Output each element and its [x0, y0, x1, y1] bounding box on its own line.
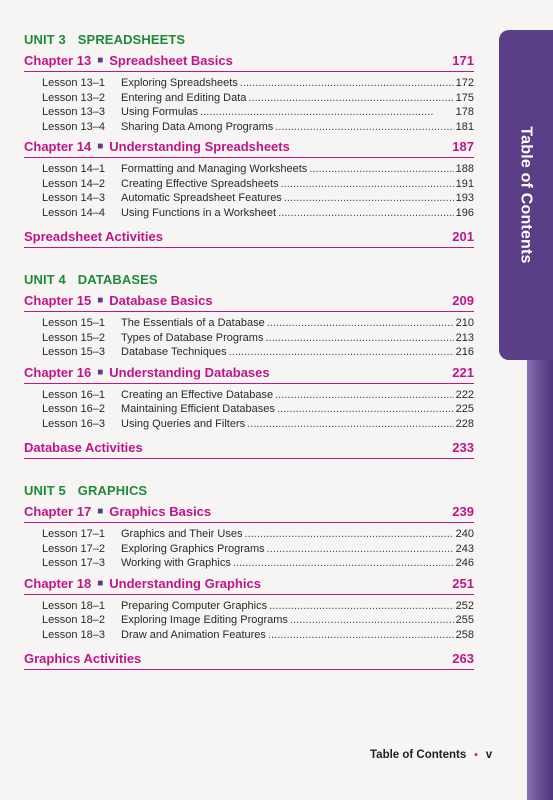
lesson-number: Lesson 16–2	[42, 403, 105, 415]
chapter-label: Chapter 14	[24, 139, 92, 154]
lesson-page: 191	[455, 177, 474, 190]
lesson-row[interactable]	[42, 177, 474, 192]
lesson-number: Lesson 15–3	[42, 346, 105, 358]
dot-leader	[268, 628, 454, 643]
square-bullet-icon: ■	[97, 577, 104, 589]
lesson-page: 222	[455, 388, 474, 401]
lesson-title: Creating an Effective Database	[121, 388, 274, 401]
lesson-row[interactable]	[42, 120, 474, 135]
dot-leader	[233, 556, 454, 571]
chapter-label: Chapter 13	[24, 53, 92, 68]
lesson-title: Using Functions in a Worksheet	[121, 206, 277, 219]
lesson-title: Maintaining Efficient Databases	[121, 403, 275, 415]
lesson-page: 252	[455, 599, 474, 612]
lesson-row[interactable]	[42, 402, 474, 417]
lesson-number: Lesson 15–1	[42, 317, 105, 329]
chapter-heading[interactable]	[24, 362, 474, 384]
unit-name: DATABASES	[77, 271, 158, 287]
activities-page: 233	[452, 440, 474, 455]
lesson-list	[24, 599, 474, 645]
lesson-title: Graphics and Their Uses	[121, 528, 243, 540]
side-strip	[527, 360, 553, 800]
unit-heading	[24, 28, 474, 50]
lesson-number: Lesson 18–2	[42, 614, 105, 626]
unit-label: UNIT 4	[24, 271, 66, 287]
lesson-row[interactable]	[42, 345, 474, 360]
lesson-number: Lesson 13–3	[42, 106, 105, 118]
lesson-list	[24, 527, 474, 573]
lesson-title: Database Techniques	[121, 346, 227, 358]
lesson-row[interactable]	[42, 191, 474, 206]
dot-leader	[278, 206, 454, 221]
lesson-number: Lesson 16–1	[42, 388, 105, 401]
lesson-page: 210	[455, 317, 474, 329]
lesson-row[interactable]	[42, 527, 474, 542]
square-bullet-icon: ■	[97, 366, 104, 378]
lesson-title: Exploring Image Editing Programs	[121, 614, 288, 626]
lesson-title: Automatic Spreadsheet Features	[121, 192, 282, 204]
lesson-title: Using Formulas	[121, 106, 199, 118]
dot-leader	[265, 331, 453, 346]
lesson-title: Types of Database Programs	[121, 331, 264, 344]
lesson-number: Lesson 13–1	[42, 77, 105, 89]
lesson-page: 225	[455, 403, 474, 415]
unit-heading	[24, 268, 474, 290]
chapter-title-group	[24, 293, 213, 308]
lesson-number: Lesson 17–1	[42, 528, 105, 540]
lesson-page: 193	[455, 192, 474, 204]
page-number: v	[485, 749, 493, 761]
chapter-label: Chapter 18	[24, 575, 92, 591]
lesson-title: Working with Graphics	[121, 557, 231, 569]
activities-heading[interactable]	[24, 648, 474, 670]
dot-leader	[267, 316, 454, 331]
chapter-heading[interactable]	[24, 501, 474, 523]
dot-leader	[244, 527, 453, 542]
lesson-row[interactable]	[42, 91, 474, 106]
lesson-title: Exploring Spreadsheets	[121, 77, 238, 89]
unit-spacer	[24, 467, 474, 479]
lesson-page: 172	[455, 77, 474, 89]
activities-page: 263	[452, 651, 474, 666]
lesson-number: Lesson 14–1	[42, 163, 105, 175]
activities-title: Graphics Activities	[24, 651, 142, 666]
dot-leader	[275, 388, 454, 403]
dot-leader	[281, 177, 454, 192]
lesson-row[interactable]	[42, 613, 474, 628]
chapter-heading[interactable]	[24, 290, 474, 312]
lesson-page: 178	[455, 106, 474, 118]
lesson-number: Lesson 14–3	[42, 192, 105, 204]
lesson-list	[24, 388, 474, 434]
lesson-row[interactable]	[42, 162, 474, 177]
square-bullet-icon: ■	[97, 141, 104, 152]
lesson-row[interactable]	[42, 316, 474, 331]
lesson-page: 246	[455, 557, 474, 569]
dot-leader	[269, 599, 454, 614]
lesson-title: Using Queries and Filters	[121, 417, 246, 430]
lesson-list	[24, 76, 474, 136]
lesson-row[interactable]	[42, 206, 474, 221]
lesson-row[interactable]	[42, 417, 474, 432]
lesson-list	[24, 162, 474, 222]
dot-leader	[284, 191, 454, 206]
unit-label: UNIT 3	[24, 31, 66, 47]
lesson-number: Lesson 14–4	[42, 206, 105, 219]
chapter-page: 251	[452, 575, 474, 591]
lesson-row[interactable]	[42, 628, 474, 643]
chapter-page: 187	[452, 139, 474, 154]
page-footer	[370, 749, 500, 761]
lesson-page: 228	[455, 417, 474, 430]
dot-leader	[248, 91, 453, 106]
footer-bullet: •	[474, 749, 478, 761]
lesson-title: Exploring Graphics Programs	[121, 542, 265, 555]
chapter-heading[interactable]	[24, 50, 474, 72]
dot-leader	[309, 162, 453, 177]
lesson-number: Lesson 17–2	[42, 542, 105, 555]
dot-leader	[200, 105, 454, 120]
chapter-title-group	[24, 139, 290, 154]
chapter-title: Spreadsheet Basics	[109, 53, 233, 68]
chapter-heading[interactable]	[24, 136, 474, 158]
lesson-page: 216	[455, 346, 474, 358]
lesson-page: 255	[455, 614, 474, 626]
lesson-page: 175	[455, 91, 474, 104]
chapter-page: 239	[452, 504, 474, 519]
lesson-page: 258	[455, 628, 474, 641]
unit-spacer	[24, 256, 474, 268]
chapter-label: Chapter 15	[24, 293, 92, 308]
lesson-number: Lesson 17–3	[42, 557, 105, 569]
chapter-page: 221	[452, 364, 474, 380]
side-tab-label-wrap	[499, 30, 553, 360]
dot-leader	[290, 613, 454, 628]
chapter-label: Chapter 16	[24, 364, 92, 380]
lesson-number: Lesson 18–3	[42, 628, 105, 641]
lesson-title: Preparing Computer Graphics	[121, 599, 268, 612]
unit-label: UNIT 5	[24, 482, 66, 498]
lesson-row[interactable]	[42, 105, 474, 120]
lesson-title: Formatting and Managing Worksheets	[121, 163, 308, 175]
chapter-title-group	[24, 504, 211, 519]
chapter-page: 171	[452, 53, 474, 68]
lesson-row[interactable]	[42, 388, 474, 403]
chapter-title: Database Basics	[109, 293, 213, 308]
lesson-row[interactable]	[42, 542, 474, 557]
lesson-number: Lesson 14–2	[42, 177, 105, 190]
chapter-heading[interactable]	[24, 573, 474, 595]
lesson-number: Lesson 18–1	[42, 599, 105, 612]
lesson-number: Lesson 15–2	[42, 331, 105, 344]
lesson-page: 240	[455, 528, 474, 540]
chapter-title-group	[24, 53, 233, 68]
lesson-page: 243	[455, 542, 474, 555]
lesson-title: Entering and Editing Data	[121, 91, 247, 104]
lesson-page: 188	[455, 163, 474, 175]
square-bullet-icon: ■	[97, 506, 104, 517]
dot-leader	[267, 542, 454, 557]
square-bullet-icon: ■	[97, 295, 104, 306]
dot-leader	[275, 120, 453, 135]
activities-page: 201	[452, 229, 474, 244]
unit-name: GRAPHICS	[77, 482, 148, 498]
dot-leader	[277, 402, 454, 417]
activities-heading[interactable]	[24, 226, 474, 248]
lesson-title: Sharing Data Among Programs	[121, 120, 274, 133]
lesson-number: Lesson 16–3	[42, 417, 105, 430]
activities-title: Spreadsheet Activities	[24, 229, 163, 244]
chapter-title: Understanding Graphics	[109, 575, 261, 591]
chapter-title-group	[24, 365, 270, 380]
square-bullet-icon: ■	[97, 55, 104, 66]
dot-leader	[247, 417, 454, 432]
chapter-label: Chapter 17	[24, 504, 92, 519]
lesson-list	[24, 316, 474, 362]
unit-name: SPREADSHEETS	[77, 31, 186, 47]
chapter-page: 209	[452, 293, 474, 308]
lesson-page: 181	[455, 120, 474, 133]
chapter-title-group	[24, 576, 261, 591]
dot-leader	[229, 345, 454, 360]
lesson-number: Lesson 13–4	[42, 120, 105, 133]
lesson-row[interactable]	[42, 556, 474, 571]
chapter-title: Graphics Basics	[109, 504, 212, 519]
lesson-page: 196	[455, 206, 474, 219]
lesson-page: 213	[455, 331, 474, 344]
lesson-title: Draw and Animation Features	[121, 628, 266, 641]
lesson-number: Lesson 13–2	[42, 91, 105, 104]
footer-label: Table of Contents	[370, 749, 467, 761]
lesson-row[interactable]	[42, 331, 474, 346]
table-of-contents	[24, 28, 474, 678]
dot-leader	[240, 76, 454, 91]
chapter-title: Understanding Databases	[109, 364, 270, 380]
lesson-title: Creating Effective Spreadsheets	[121, 177, 279, 190]
lesson-title: The Essentials of a Database	[121, 317, 265, 329]
side-tab-label: Table of Contents	[518, 126, 536, 264]
lesson-row[interactable]	[42, 76, 474, 91]
chapter-title: Understanding Spreadsheets	[109, 139, 290, 154]
activities-title: Database Activities	[24, 440, 143, 455]
unit-heading	[24, 479, 474, 501]
activities-heading[interactable]	[24, 437, 474, 459]
lesson-row[interactable]	[42, 599, 474, 614]
